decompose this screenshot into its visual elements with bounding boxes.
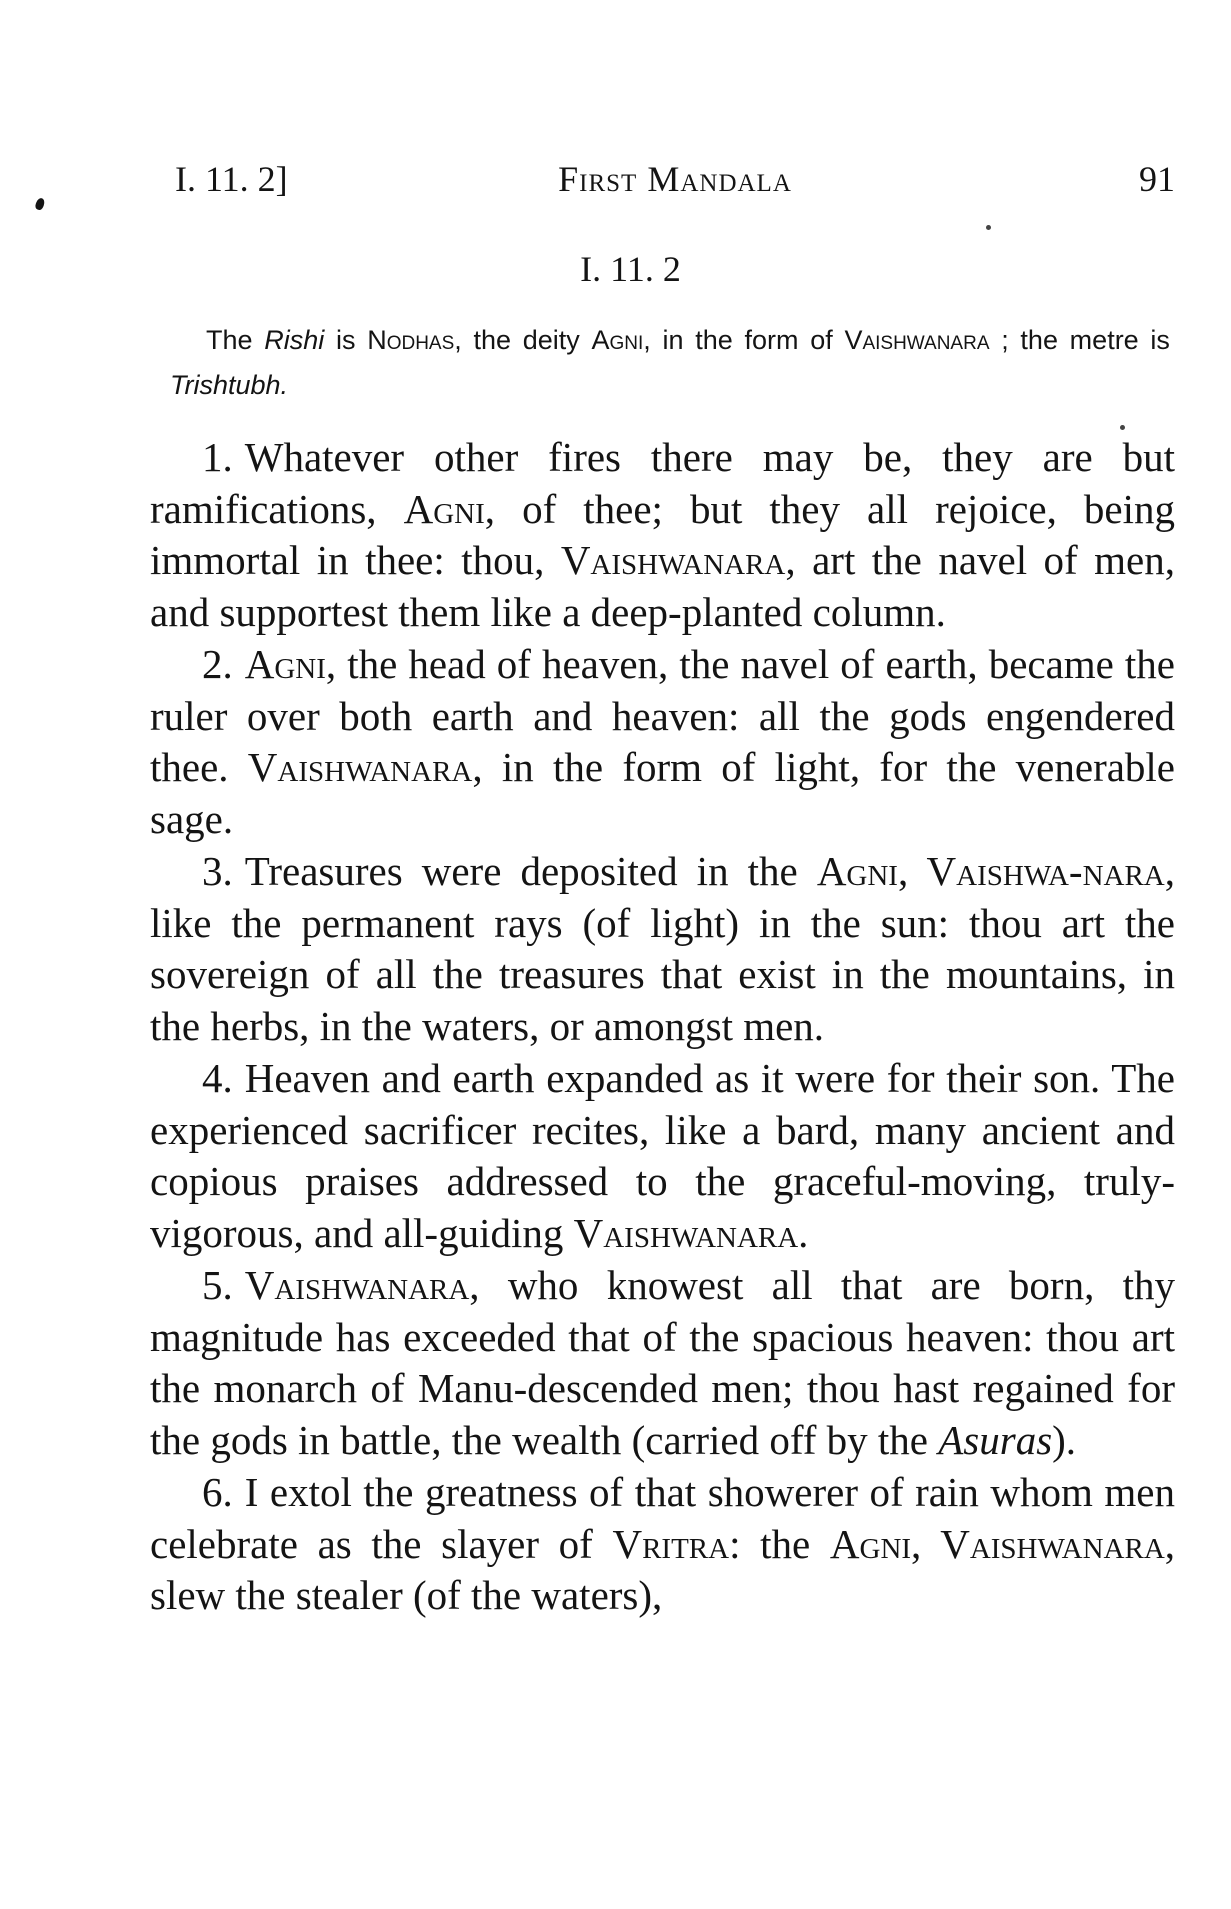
verse-italic: Asuras	[938, 1416, 1053, 1463]
verse-4	[150, 1053, 1175, 1259]
verse-name: Agni,	[403, 485, 496, 532]
verse-2	[150, 639, 1175, 845]
hymn-intro	[170, 318, 1170, 408]
verse-number: 4.	[202, 1055, 233, 1101]
page-number: 91	[1139, 159, 1175, 199]
verse-name: Agni, Vaishwa-nara,	[816, 848, 1176, 894]
verse-name: Vritra	[612, 1520, 730, 1567]
intro-rishi-name: Nodhas,	[367, 325, 462, 355]
section-number: I. 11. 2	[580, 249, 681, 289]
intro-word: The	[206, 325, 253, 355]
print-speck	[986, 225, 991, 230]
intro-form: Vaishwanara	[844, 325, 990, 355]
verse-list	[150, 432, 1175, 1622]
verse-name: Vaishwanara,	[247, 744, 483, 790]
header-reference: I. 11. 2]	[175, 159, 288, 199]
verse-3	[150, 846, 1175, 1052]
intro-word: is	[335, 325, 356, 355]
verse-name: Vaishwanara.	[573, 1209, 809, 1256]
verse-text: art the navel of men, and supportest them like a deep-planted column.	[150, 537, 1175, 635]
verse-text: in the form of light, for the venerable sage.	[150, 744, 1176, 842]
running-head	[175, 158, 1175, 208]
intro-metre: Trishtubh.	[170, 370, 289, 400]
verse-text: Whatever other fires there may be, they are but ramifications,	[150, 434, 1175, 532]
verse-number: 2.	[202, 641, 233, 687]
verse-6	[150, 1467, 1175, 1622]
verse-number: 3.	[202, 848, 233, 894]
verse-number: 5.	[202, 1262, 233, 1308]
verse-text: I extol the greatness of that showerer of rain whom men celebrate as the slayer of	[150, 1469, 1175, 1567]
verse-5	[150, 1260, 1175, 1466]
verse-name: Agni, Vaishwanara,	[829, 1520, 1176, 1567]
verse-1	[150, 432, 1175, 638]
verse-name: Vaishwanara,	[244, 1262, 480, 1308]
verse-text: the head of heaven, the navel of earth, became the ruler over both earth and heaven: all the gods engendered thee.	[150, 641, 1175, 790]
intro-text: the deity	[473, 325, 580, 355]
verse-name: Agni,	[244, 641, 337, 687]
intro-text: ; the metre is	[1001, 325, 1170, 355]
verse-text: of thee; but they all rejoice, being immortal in thee: thou,	[150, 485, 1175, 583]
verse-text: : the	[729, 1520, 811, 1567]
margin-mark	[34, 197, 46, 211]
verse-text: Heaven and earth expanded as it were for their son. The experienced sacrificer recites, like a bard, many ancient and copious praises addressed to the graceful-moving, truly-vigorous, and all-guiding	[150, 1055, 1175, 1256]
verse-name: Vaishwanara,	[560, 537, 796, 583]
verse-text: who knowest all that are born, thy magnitude has exceeded that of the spacious heaven: thou art the monarch of Manu-descended men; thou hast regained for the gods in battle, the wealth (carried off by the	[150, 1262, 1175, 1463]
verse-text: ).	[1052, 1416, 1077, 1463]
verse-number: 1.	[202, 434, 233, 480]
verse-number: 6.	[202, 1469, 233, 1515]
header-title: First Mandala	[558, 159, 792, 199]
verse-text: Treasures were deposited in the	[244, 848, 798, 894]
verse-text: like the permanent rays (of light) in the sun: thou art the sovereign of all the treasures that exist in the mountains, in the herbs, in the waters, or amongst men.	[150, 899, 1175, 1049]
print-speck	[1120, 425, 1125, 430]
intro-deity: Agni,	[591, 325, 651, 355]
intro-rishi-label: Rishi	[264, 325, 325, 355]
verse-text: slew the stealer (of the waters),	[150, 1572, 663, 1618]
intro-text: in the form of	[662, 325, 833, 355]
